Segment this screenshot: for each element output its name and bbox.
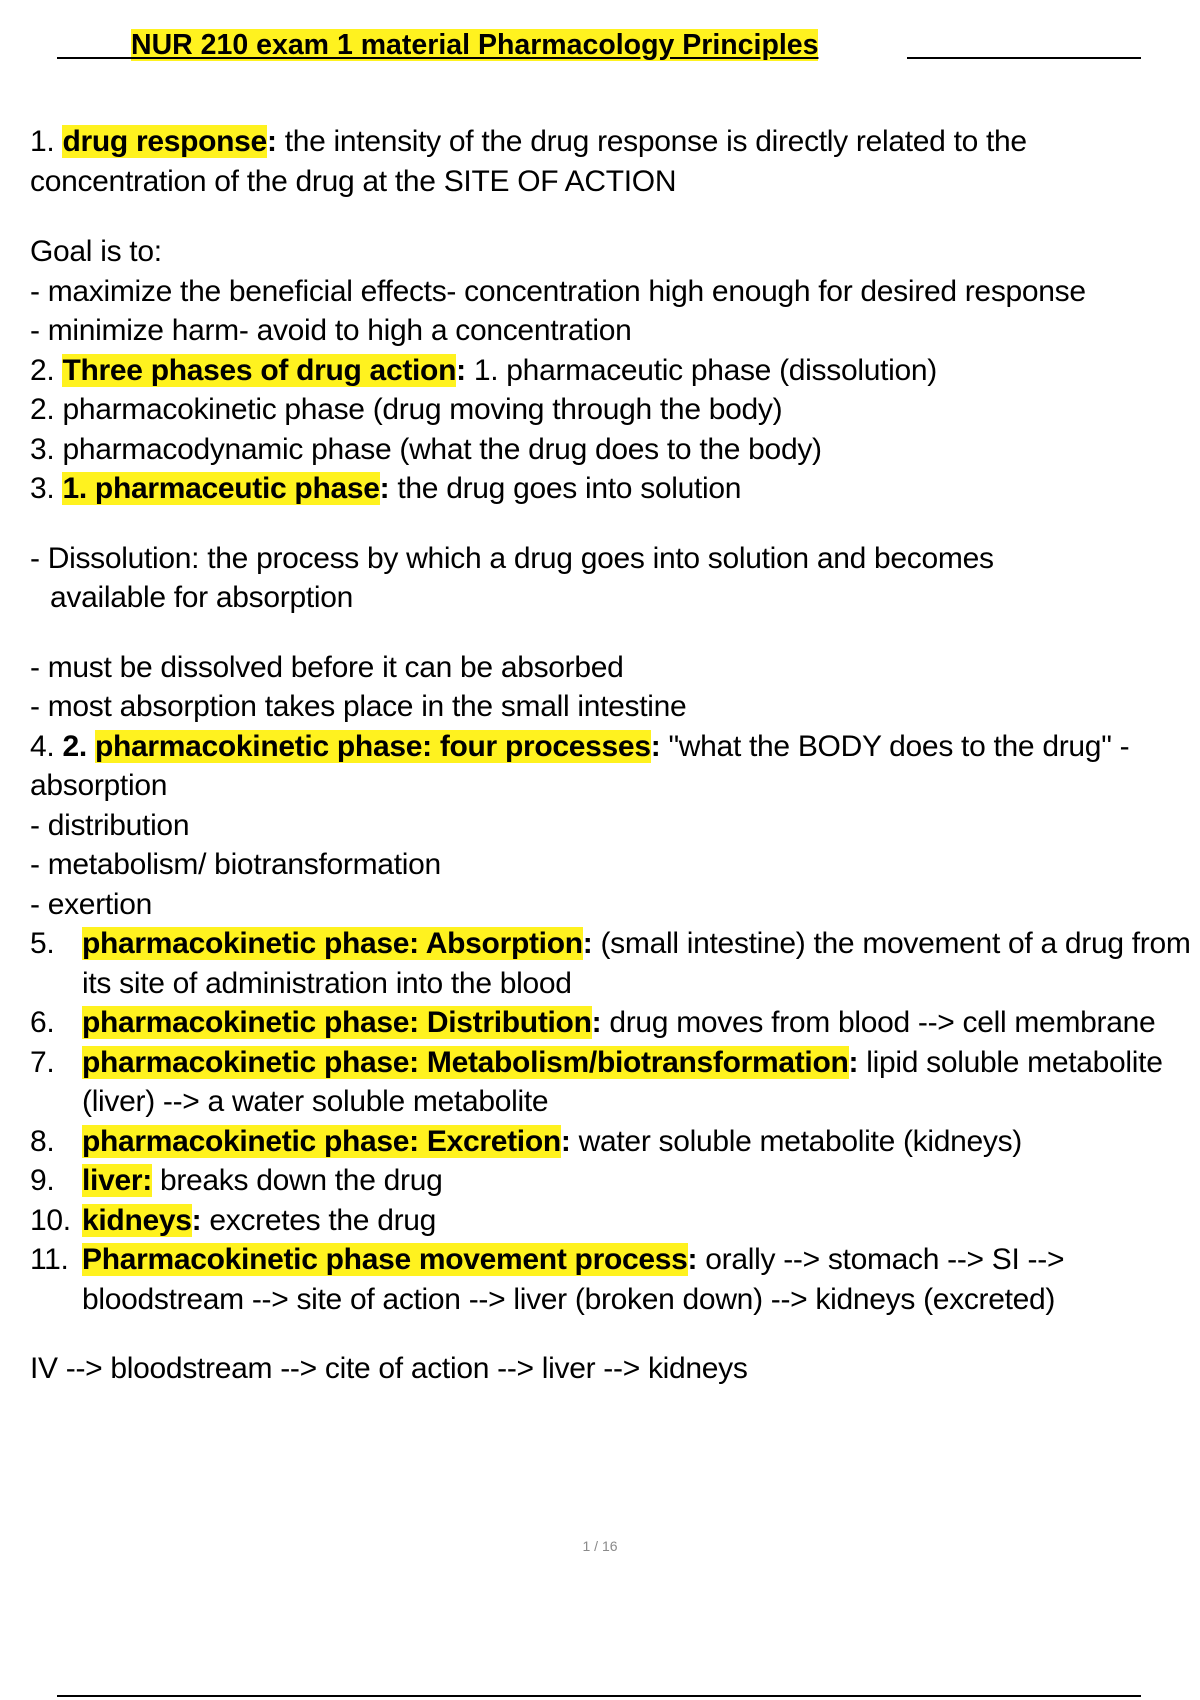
- item-text: excretes the drug: [201, 1203, 437, 1237]
- item-text: lipid soluble metabolite (liver) --> a water soluble metabolite: [82, 1045, 1163, 1118]
- item-text: the drug goes into solution: [389, 472, 742, 505]
- title-rule-right: [907, 57, 1141, 59]
- process-line: - metabolism/ biotransformation: [30, 848, 441, 881]
- numbered-item: [30, 924, 1195, 1003]
- absorb-note: - must be dissolved before it can be absorbed: [30, 650, 624, 684]
- item-1: [30, 122, 1195, 201]
- term-colon: :: [582, 927, 593, 960]
- term-colon: :: [591, 1006, 602, 1039]
- term-colon: :: [650, 729, 661, 763]
- highlighted-term: kidneys: [82, 1203, 192, 1237]
- item-number: 6.: [30, 1006, 55, 1039]
- item-3: [30, 469, 1195, 509]
- page-title: NUR 210 exam 1 material Pharmacology Principles: [131, 29, 819, 61]
- iv-line: IV --> bloodstream --> cite of action --> liver --> kidneys: [30, 1352, 748, 1385]
- term-colon: :: [379, 472, 390, 505]
- numbered-item: [30, 1122, 1195, 1162]
- numbered-item: [30, 1043, 1195, 1122]
- highlighted-term: Pharmacokinetic phase movement process: [82, 1243, 688, 1276]
- item-number: 11.: [30, 1243, 69, 1276]
- highlighted-term: pharmacokinetic phase: Distribution: [82, 1006, 592, 1039]
- highlighted-term: 1. pharmaceutic phase: [62, 472, 380, 505]
- numbered-item: [30, 1240, 1195, 1319]
- phase-line: 2. pharmacokinetic phase (drug moving through the body): [30, 393, 783, 426]
- item-text: orally --> stomach --> SI --> bloodstream --> site of action --> liver (broken down) --> kidneys (excreted): [82, 1243, 1065, 1316]
- item-number: 3.: [30, 472, 55, 505]
- item-text: "what the BODY does to the drug" - absorption: [30, 729, 1130, 802]
- item-number: 4.: [30, 729, 55, 763]
- highlighted-term: pharmacokinetic phase: four processes: [94, 729, 651, 763]
- term-text: drug response: [62, 125, 267, 158]
- process-line: - distribution: [30, 808, 190, 842]
- item-number: 8.: [30, 1124, 55, 1158]
- item-text: breaks down the drug: [151, 1164, 443, 1197]
- bottom-rule: [57, 1695, 1141, 1697]
- highlighted-term: [62, 125, 266, 158]
- highlighted-term: pharmacokinetic phase: Metabolism/biotransformation: [82, 1045, 849, 1079]
- page-number: 1 / 16: [582, 1538, 618, 1554]
- item-text: the intensity of the drug response is directly related to the concentration of the drug at the SITE OF ACTION: [30, 125, 1027, 198]
- item-text: 1. pharmaceutic phase (dissolution): [465, 353, 937, 387]
- highlighted-term: liver:: [82, 1164, 152, 1197]
- numbered-item: [30, 1161, 1195, 1201]
- numbered-item: [30, 1003, 1195, 1043]
- title-rule-left: [57, 57, 133, 59]
- item-4: [30, 727, 1195, 806]
- item-prefix: 2.: [62, 729, 87, 763]
- dissolution-line: - Dissolution: the process by which a drug goes into solution and becomes: [30, 541, 994, 575]
- item-text: (small intestine) the movement of a drug from its site of administration into the blood: [82, 927, 1191, 1000]
- title-row: [57, 29, 1141, 61]
- item-number: 5.: [30, 927, 55, 960]
- goal-heading: Goal is to:: [30, 235, 162, 268]
- phase-line: 3. pharmacodynamic phase (what the drug does to the body): [30, 432, 822, 466]
- document-body: [30, 122, 1195, 1389]
- item-2: [30, 351, 1195, 391]
- term-colon: :: [687, 1243, 698, 1276]
- highlighted-term: pharmacokinetic phase: Absorption: [82, 927, 583, 960]
- highlighted-term: Three phases of drug action: [62, 353, 457, 387]
- term-colon: :: [456, 353, 466, 387]
- process-line: - exertion: [30, 887, 153, 921]
- item-number: 10.: [30, 1203, 71, 1237]
- highlighted-term: pharmacokinetic phase: Excretion: [82, 1124, 561, 1158]
- term-colon: :: [191, 1203, 202, 1237]
- item-number: 7.: [30, 1045, 55, 1079]
- item-number: 2.: [30, 353, 55, 387]
- numbered-item: [30, 1201, 1195, 1241]
- term-colon: :: [560, 1124, 571, 1158]
- absorb-note: - most absorption takes place in the small intestine: [30, 690, 687, 723]
- goal-line: - minimize harm- avoid to high a concentration: [30, 314, 632, 347]
- term-colon: :: [848, 1045, 859, 1079]
- item-number: 1.: [30, 125, 55, 158]
- goal-line: - maximize the beneficial effects- concentration high enough for desired response: [30, 274, 1086, 308]
- term-colon: :: [266, 125, 277, 158]
- item-text: water soluble metabolite (kidneys): [570, 1124, 1022, 1158]
- dissolution-line: available for absorption: [50, 581, 353, 614]
- item-text: drug moves from blood --> cell membrane: [601, 1006, 1156, 1039]
- item-number: 9.: [30, 1164, 55, 1197]
